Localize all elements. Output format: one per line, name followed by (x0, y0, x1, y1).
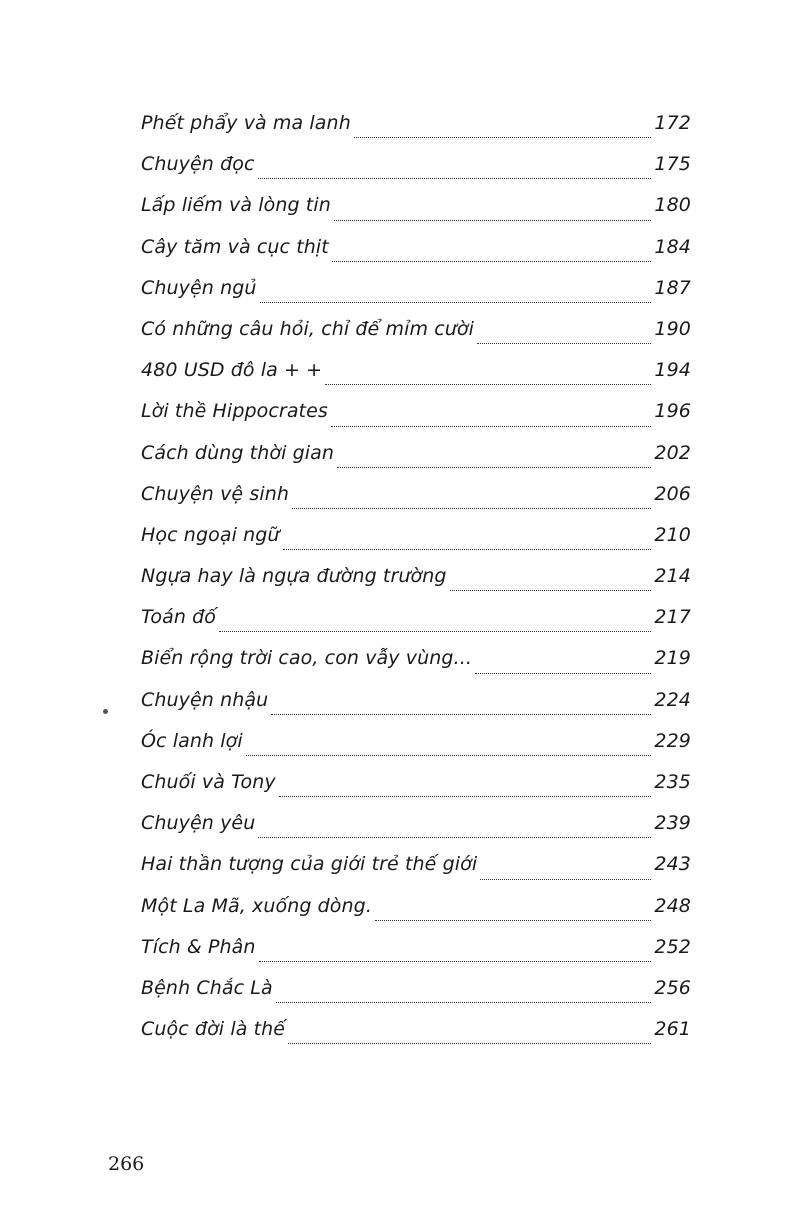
dot-leader (325, 384, 651, 385)
dot-leader (219, 631, 651, 632)
dot-leader (331, 426, 652, 427)
dot-leader (480, 879, 651, 880)
toc-entry-page: 210 (654, 523, 691, 546)
toc-entry (141, 606, 691, 647)
dot-leader (288, 1043, 651, 1044)
toc-entry-title: Biển rộng trời cao, con vẫy vùng... (141, 647, 472, 670)
toc-entry-title: Tích & Phân (141, 935, 256, 958)
toc-entry-title: Cách dùng thời gian (141, 441, 335, 464)
toc-entry-page: 256 (654, 976, 691, 999)
toc-entry-page: 172 (654, 112, 691, 134)
toc-entry-title: Óc lanh lợi (141, 729, 243, 752)
toc-entry (141, 689, 691, 730)
dot-leader (276, 1002, 652, 1003)
toc-entry-page: 214 (654, 565, 691, 588)
toc-entry-page: 175 (654, 153, 691, 176)
toc-entry (141, 483, 691, 524)
dot-leader (375, 920, 651, 921)
dot-leader (279, 796, 652, 797)
page-number: 266 (108, 1153, 145, 1175)
toc-entry-page: 217 (654, 606, 691, 629)
toc-entry-page: 252 (654, 935, 691, 958)
toc-entry (141, 194, 691, 235)
toc-entry-page: 194 (654, 359, 691, 382)
dot-leader (354, 137, 652, 138)
dot-leader (292, 508, 651, 509)
toc-entry-page: 206 (654, 482, 691, 505)
toc-entry-title: Chuyện yêu (141, 812, 256, 835)
toc-entry (141, 936, 691, 977)
toc-entry-page: 224 (654, 688, 691, 711)
toc-entry (141, 277, 691, 318)
toc-entry (141, 524, 691, 565)
table-of-contents (141, 112, 691, 1059)
toc-entry (141, 565, 691, 606)
toc-entry (141, 442, 691, 483)
toc-entry-page: 261 (654, 1018, 691, 1041)
dot-leader (258, 178, 652, 179)
toc-entry-title: Lấp liếm và lòng tin (141, 194, 331, 217)
toc-entry-title: Chuyện đọc (141, 153, 255, 176)
toc-entry-page: 196 (654, 400, 691, 423)
toc-entry (141, 318, 691, 359)
margin-mark (103, 709, 108, 714)
dot-leader (332, 261, 652, 262)
toc-entry-page: 243 (654, 853, 691, 876)
toc-entry (141, 647, 691, 688)
toc-entry-page: 235 (654, 771, 691, 793)
toc-entry (141, 771, 691, 812)
toc-entry-title: Học ngoại ngữ (141, 523, 280, 546)
toc-entry-title: Hai thần tượng của giới trẻ thế giới (141, 853, 478, 876)
dot-leader (334, 220, 652, 221)
dot-leader (450, 590, 652, 591)
dot-leader (475, 673, 651, 674)
toc-entry-title: Phết phẩy và ma lanh (141, 112, 351, 134)
dot-leader (246, 755, 652, 756)
toc-entry-page: 229 (654, 729, 691, 752)
toc-entry (141, 812, 691, 853)
toc-entry-title: Chuyện nhậu (141, 688, 269, 711)
toc-entry-page: 239 (654, 812, 691, 835)
toc-entry (141, 236, 691, 277)
toc-entry-title: Có những câu hỏi, chỉ để mỉm cười (141, 317, 475, 340)
toc-entry-title: Toán đố (141, 606, 216, 629)
toc-entry (141, 895, 691, 936)
dot-leader (477, 343, 651, 344)
toc-entry-page: 187 (654, 276, 691, 299)
toc-entry-page: 219 (654, 647, 691, 670)
toc-entry-title: Một La Mã, xuống dòng. (141, 894, 372, 917)
dot-leader (337, 467, 651, 468)
toc-entry-page: 180 (654, 194, 691, 217)
toc-entry-page: 184 (654, 235, 691, 258)
toc-entry-title: Bệnh Chắc Là (141, 976, 273, 999)
toc-entry (141, 359, 691, 400)
toc-entry-title: Ngựa hay là ngựa đường trường (141, 565, 447, 588)
toc-entry (141, 853, 691, 894)
toc-entry-title: Chuyện vệ sinh (141, 482, 290, 505)
toc-entry-title: Cuộc đời là thế (141, 1018, 286, 1041)
toc-entry (141, 730, 691, 771)
toc-entry-page: 190 (654, 317, 691, 340)
toc-entry-title: Chuyện ngủ (141, 276, 257, 299)
toc-entry (141, 1018, 691, 1059)
toc-entry-title: Lời thề Hippocrates (141, 400, 328, 423)
toc-entry-page: 248 (654, 894, 691, 917)
toc-entry (141, 153, 691, 194)
dot-leader (259, 961, 652, 962)
toc-entry-title: Cây tăm và cục thịt (141, 235, 329, 258)
toc-entry-page: 202 (654, 441, 691, 464)
toc-entry (141, 112, 691, 153)
dot-leader (283, 549, 652, 550)
dot-leader (271, 714, 651, 715)
dot-leader (260, 302, 652, 303)
toc-entry-title: 480 USD đô la + + (141, 359, 323, 382)
dot-leader (258, 837, 651, 838)
toc-entry-title: Chuối và Tony (141, 771, 276, 793)
toc-entry (141, 977, 691, 1018)
toc-entry (141, 400, 691, 441)
